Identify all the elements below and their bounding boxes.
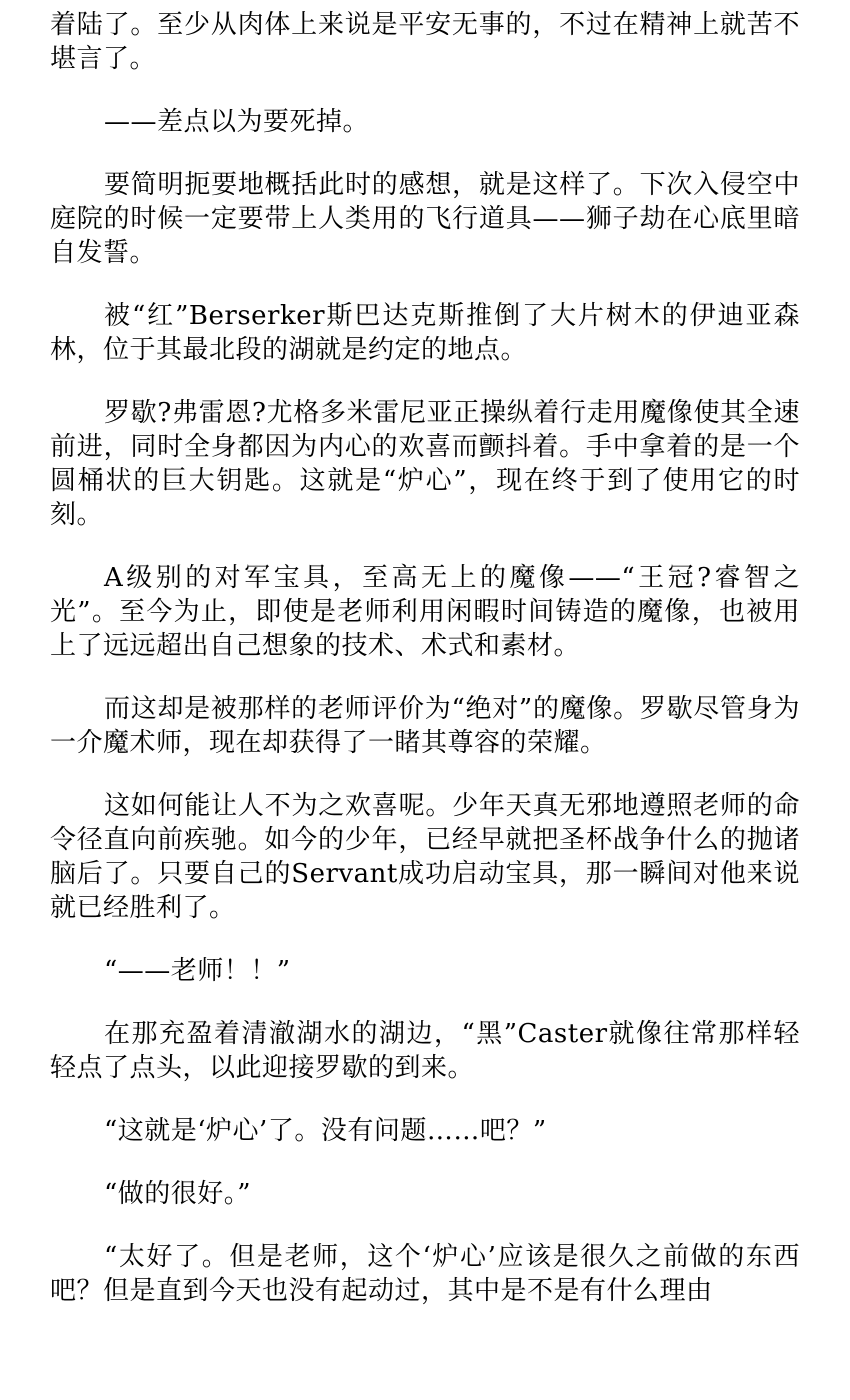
- paragraph-2: ——差点以为要死掉。: [104, 107, 370, 137]
- paragraph-6: A级别的对军宝具，至高无上的魔像——“王冠?睿智之光”。至今为止，即使是老师利用闲暇时间铸造的魔像，也被用上了远远超出自己想象的技术、术式和素材。: [50, 563, 800, 661]
- paragraph-9: “——老师！！”: [104, 956, 291, 986]
- paragraph-12: “做的很好。”: [104, 1179, 252, 1209]
- paragraph-1: 着陆了。至少从肉体上来说是平安无事的，不过在精神上就苦不堪言了。: [50, 10, 800, 74]
- paragraph-3: 要简明扼要地概括此时的感想，就是这样了。下次入侵空中庭院的时候一定要带上人类用的飞行道具——狮子劫在心底里暗自发誓。: [50, 170, 800, 268]
- paragraph-4: 被“红”Berserker斯巴达克斯推倒了大片树木的伊迪亚森林，位于其最北段的湖就是约定的地点。: [50, 301, 800, 365]
- paragraph-11: “这就是‘炉心’了。没有问题……吧？”: [104, 1116, 547, 1146]
- paragraph-8: 这如何能让人不为之欢喜呢。少年天真无邪地遵照老师的命令径直向前疾驰。如今的少年，已经早就把圣杯战争什么的抛诸脑后了。只要自己的Servant成功启动宝具，那一瞬间对他来说就已经胜利了。: [50, 791, 800, 923]
- paragraph-5: 罗歇?弗雷恩?尤格多米雷尼亚正操纵着行走用魔像使其全速前进，同时全身都因为内心的欢喜而颤抖着。手中拿着的是一个圆桶状的巨大钥匙。这就是“炉心”，现在终于到了使用它的时刻。: [50, 398, 800, 530]
- paragraph-10: 在那充盈着清澈湖水的湖边，“黑”Caster就像往常那样轻轻点了点头，以此迎接罗歇的到来。: [50, 1019, 800, 1083]
- paragraph-13: “太好了。但是老师，这个‘炉心’应该是很久之前做的东西吧？但是直到今天也没有起动过，其中是不是有什么理由: [50, 1242, 800, 1306]
- paragraph-7: 而这却是被那样的老师评价为“绝对”的魔像。罗歇尽管身为一介魔术师，现在却获得了一睹其尊容的荣耀。: [50, 694, 800, 758]
